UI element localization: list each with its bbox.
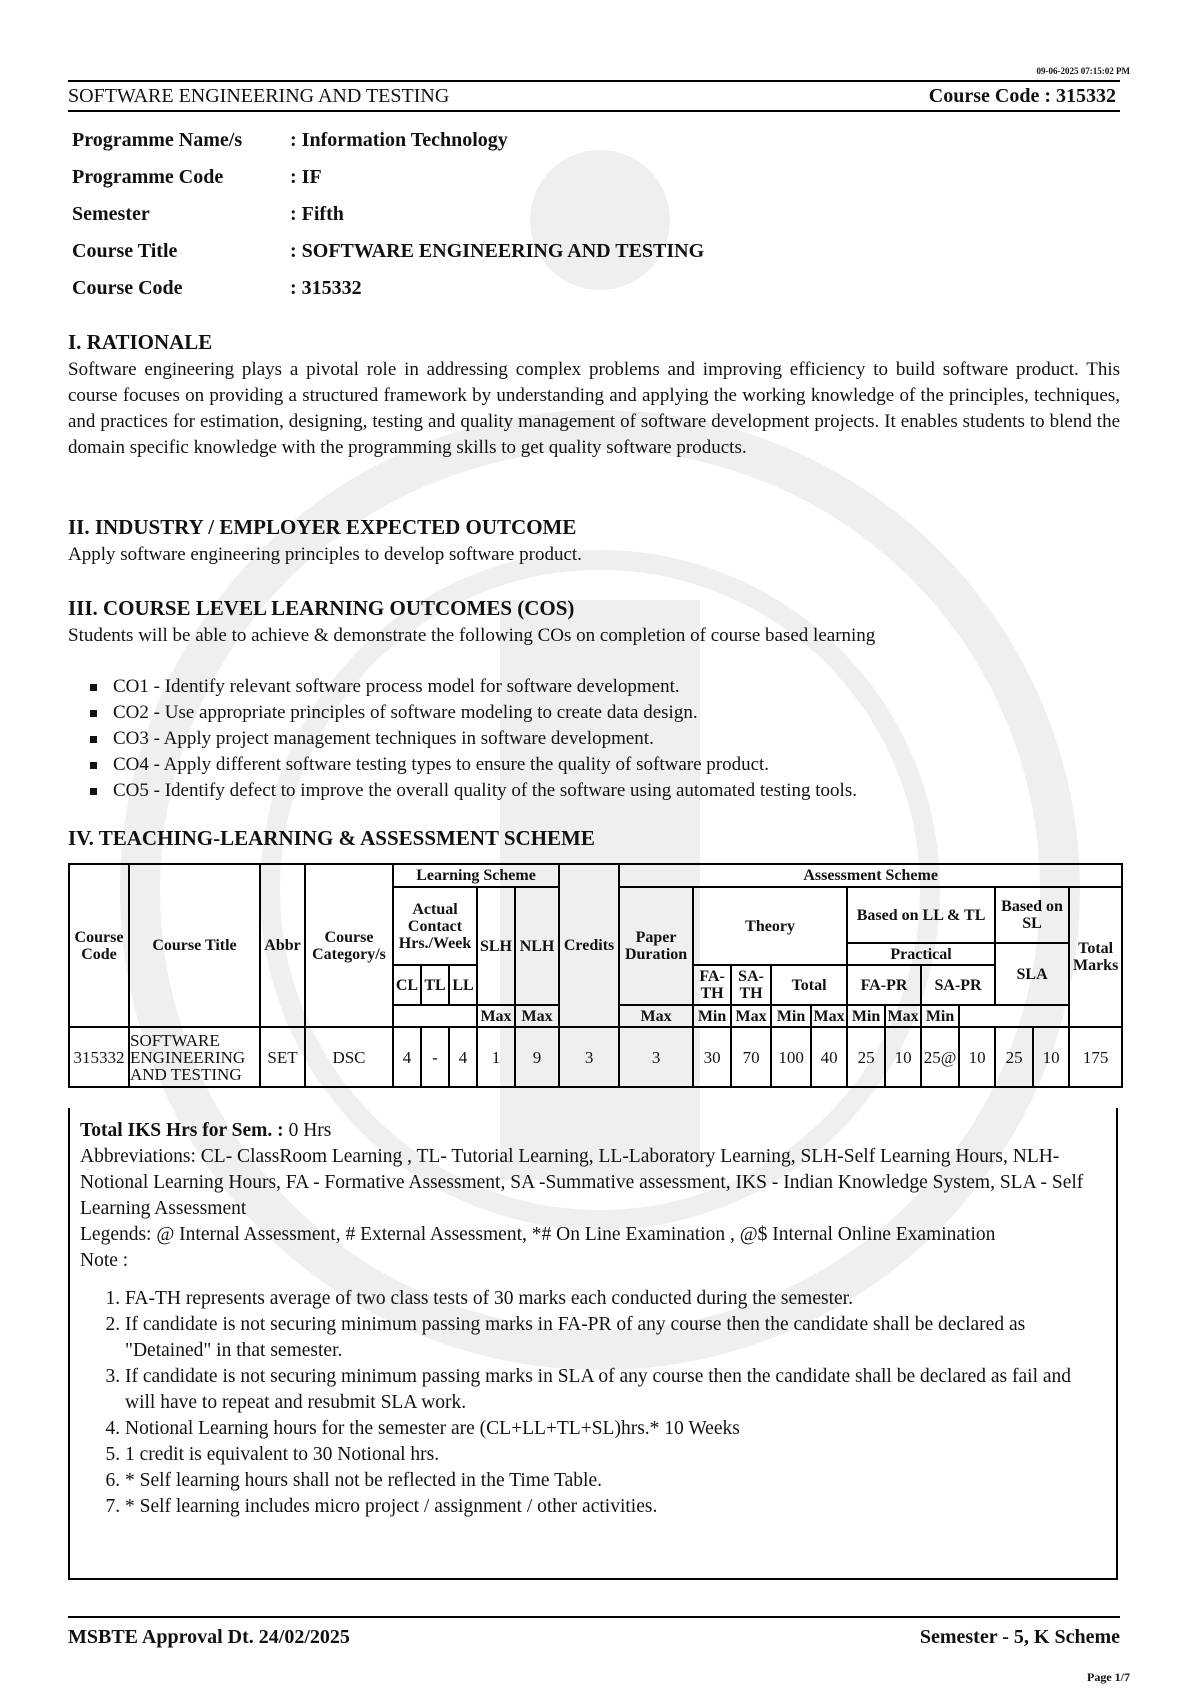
scheme-title: IV. TEACHING-LEARNING & ASSESSMENT SCHEME [68,826,595,850]
th-max: Max [515,1005,559,1027]
co-list [90,674,857,804]
industry-text: Apply software engineering principles to develop software product. [68,544,582,565]
co-item: CO5 - Identify defect to improve the overall quality of the software using automated testing tools. [90,778,857,804]
note-item: 5. 1 credit is equivalent to 30 Notional hrs. [125,1442,1106,1468]
co-item: CO1 - Identify relevant software process model for software development. [90,674,857,700]
th-sa-th: SA-TH [731,965,771,1005]
bullet-icon [90,684,97,691]
cell-total-min: 40 [811,1027,847,1087]
meta-row [72,270,704,307]
abbreviations-text: Abbreviations: CL- ClassRoom Learning , TL- Tutorial Learning, LL-Laboratory Learning, SLH-Self Learning Hours, NLH-Notional Learning Hours, FA - Formative Assessment, SA -Summative assessment, IKS - Indian Knowledge System, SLA - Self Learning Assessment [80,1146,1084,1219]
th-blank [393,1005,477,1027]
th-fa-pr: FA-PR [847,965,921,1005]
header-title: SOFTWARE ENGINEERING AND TESTING [68,84,450,107]
meta-row [72,196,704,233]
th-practical: Practical [847,943,995,965]
th-max: Max [731,1005,771,1027]
th-course-code: Course Code [69,864,129,1027]
th-min: Min [771,1005,811,1027]
th-sa-pr: SA-PR [921,965,995,1005]
cell-cl: 4 [393,1027,421,1087]
th-ll: LL [449,965,477,1005]
cell-slh: 1 [477,1027,515,1087]
th-theory: Theory [693,887,847,965]
th-actual-contact: Actual Contact Hrs./Week [393,887,477,965]
notes-list [80,1286,1106,1520]
bullet-icon [90,736,97,743]
note-item: 7. * Self learning includes micro project / assignment / other activities. [125,1494,1106,1520]
th-min: Min [921,1005,959,1027]
meta-value: : 315332 [290,277,362,299]
th-based-ll-tl: Based on LL & TL [847,887,995,943]
teaching-assessment-table [68,863,1123,1088]
note-item: 6. * Self learning hours shall not be reflected in the Time Table. [125,1468,1106,1494]
bullet-icon [90,762,97,769]
cell-fa-pr-max: 25 [847,1027,885,1087]
th-abbr: Abbr [260,864,305,1027]
meta-key: Programme Name/s [72,129,243,151]
cell-nlh: 9 [515,1027,559,1087]
meta-key: Semester [72,203,150,225]
th-min: Min [693,1005,731,1027]
cell-sa-pr-min: 10 [959,1027,995,1087]
page-number: Page 1/7 [1087,1670,1130,1684]
co-item: CO4 - Apply different software testing types to ensure the quality of software product. [90,752,857,778]
th-credits: Credits [559,864,619,1027]
th-cl: CL [393,965,421,1005]
cell-sla-min: 10 [1033,1027,1069,1087]
iks-label: Total IKS Hrs for Sem. : [80,1120,284,1141]
meta-value: : Fifth [290,203,344,225]
meta-row [72,122,704,159]
th-max: Max [477,1005,515,1027]
th-assessment-scheme: Assessment Scheme [619,864,1122,887]
bullet-icon [90,710,97,717]
th-learning-scheme: Learning Scheme [393,864,559,887]
cell-fa-pr-min: 10 [885,1027,921,1087]
th-fa-th: FA-TH [693,965,731,1005]
cell-sla-max: 25 [995,1027,1033,1087]
cell-abbr: SET [260,1027,305,1087]
cell-total-marks: 175 [1069,1027,1122,1087]
th-total-marks: Total Marks [1069,887,1122,1027]
cos-title: III. COURSE LEVEL LEARNING OUTCOMES (COS) [68,596,575,620]
document-header [68,80,1120,112]
industry-title: II. INDUSTRY / EMPLOYER EXPECTED OUTCOME [68,515,577,539]
th-min: Min [847,1005,885,1027]
meta-key: Course Code [72,277,183,299]
meta-row [72,159,704,196]
note-item: 2. If candidate is not securing minimum passing marks in FA-PR of any course then the candidate shall be declared as "Detained" in that semester. [125,1312,1106,1364]
meta-key: Programme Code [72,166,224,188]
th-category: Course Category/s [305,864,393,1027]
th-paper-duration: Paper Duration [619,887,693,1005]
meta-key: Course Title [72,240,178,262]
iks-hours [80,1118,1106,1144]
bullet-icon [90,788,97,795]
meta-value: : IF [290,166,322,188]
th-slh: SLH [477,887,515,1005]
notes-box [68,1108,1118,1580]
cell-sa-th-max: 70 [731,1027,771,1087]
th-max: Max [885,1005,921,1027]
note-item: 1. FA-TH represents average of two class tests of 30 marks each conducted during the semester. [125,1286,1106,1312]
iks-value: 0 Hrs [283,1120,332,1141]
th-tl: TL [421,965,449,1005]
rationale-title: I. RATIONALE [68,330,213,354]
note-item: 4. Notional Learning hours for the semester are (CL+LL+TL+SL)hrs.* 10 Weeks [125,1416,1106,1442]
th-max: Max [811,1005,847,1027]
cell-credits: 3 [559,1027,619,1087]
cell-ll: 4 [449,1027,477,1087]
table-row [69,1027,1122,1087]
header-course-code: Course Code : 315332 [928,84,1116,107]
cell-paper: 3 [619,1027,693,1087]
th-sla: SLA [995,943,1069,1005]
th-max: Max [619,1005,693,1027]
cos-intro: Students will be able to achieve & demonstrate the following COs on completion of course based learning [68,625,876,646]
meta-row [72,233,704,270]
cell-category: DSC [305,1027,393,1087]
document-footer [68,1616,1120,1649]
th-course-title: Course Title [129,864,260,1027]
print-timestamp: 09-06-2025 07:15:02 PM [1036,66,1130,76]
co-item: CO2 - Use appropriate principles of software modeling to create data design. [90,700,857,726]
co-item: CO3 - Apply project management techniques in software development. [90,726,857,752]
th-total: Total [771,965,847,1005]
cell-sa-pr-max: 25@ [921,1027,959,1087]
cell-total-max: 100 [771,1027,811,1087]
course-meta [72,122,704,307]
cell-tl: - [421,1027,449,1087]
rationale-text: Software engineering plays a pivotal role in addressing complex problems and improving efficiency to build software product. This course focuses on providing a structured framework by understanding and applying the working knowledge of the principles, techniques, and practices for estimation, designing, testing and quality management of software development projects. It enables students to blend the domain specific knowledge with the programming skills to get quality software products. [68,359,1120,458]
approval-date: MSBTE Approval Dt. 24/02/2025 [68,1626,350,1648]
semester-scheme: Semester - 5, K Scheme [919,1626,1120,1648]
cell-title: SOFTWARE ENGINEERING AND TESTING [129,1027,260,1087]
note-item: 3. If candidate is not securing minimum passing marks in SLA of any course then the candidate shall be declared as fail and will have to repeat and resubmit SLA work. [125,1364,1106,1416]
cell-code: 315332 [69,1027,129,1087]
th-based-sl: Based on SL [995,887,1069,943]
note-label: Note : [80,1250,129,1271]
legends-text: Legends: @ Internal Assessment, # External Assessment, *# On Line Examination , @$ Internal Online Examination [80,1224,996,1245]
meta-value: : Information Technology [290,129,508,151]
cell-fa-th-max: 30 [693,1027,731,1087]
meta-value: : SOFTWARE ENGINEERING AND TESTING [290,240,705,262]
th-nlh: NLH [515,887,559,1005]
